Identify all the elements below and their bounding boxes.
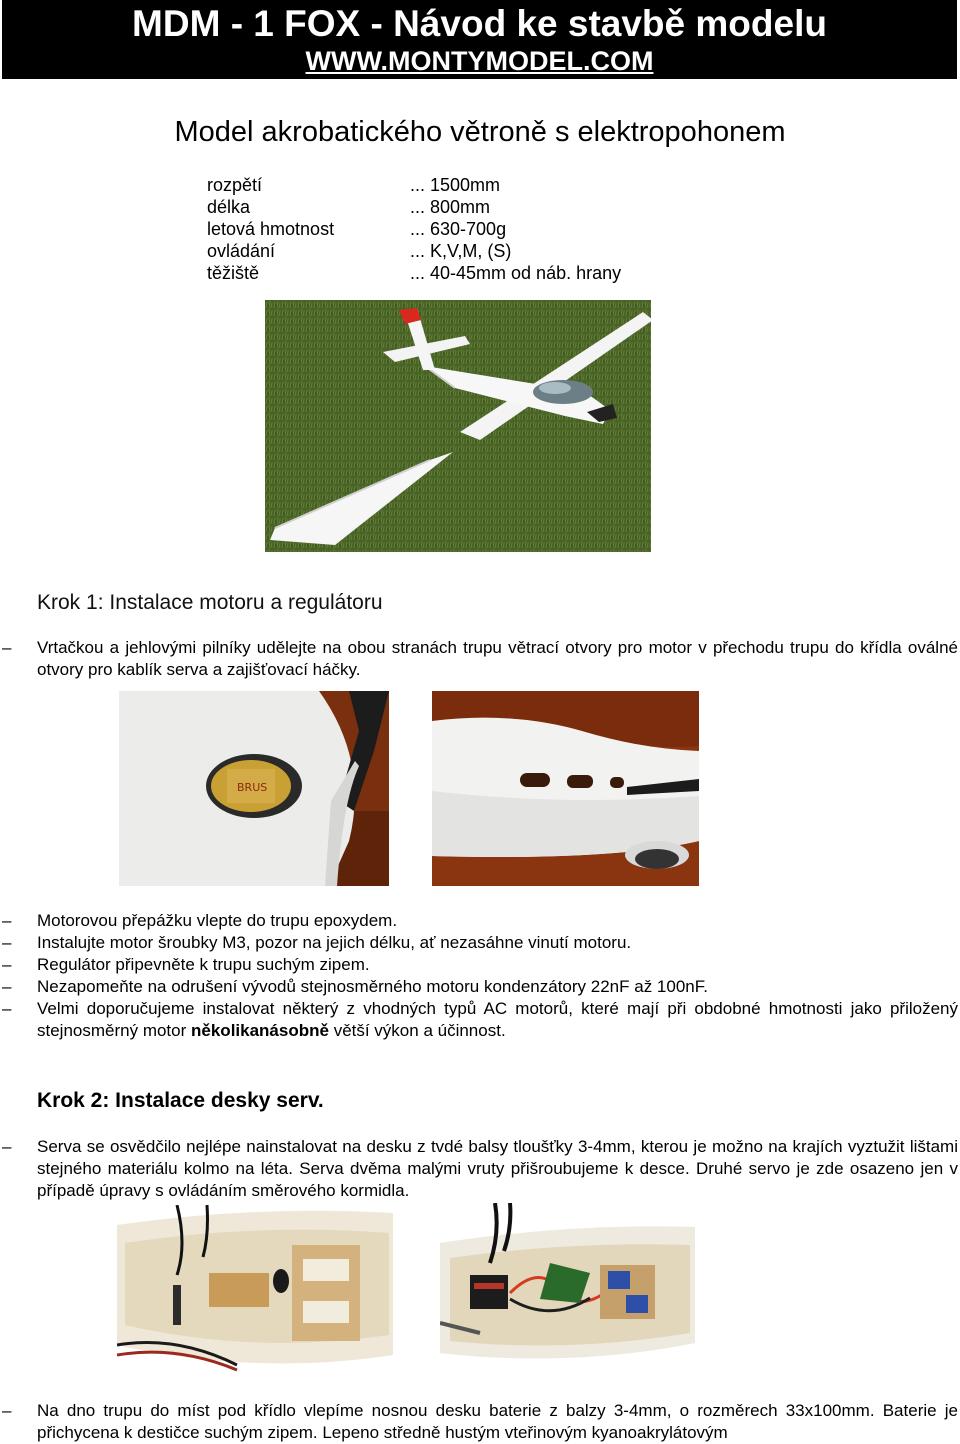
spec-row bbox=[207, 196, 621, 218]
step1-item bbox=[0, 954, 958, 976]
step2-intro-item bbox=[0, 1136, 958, 1202]
recommend-text-before: Velmi doporučujeme instalovat některý z vhodných typů AC motorů, které mají při obdobné hmotnosti jako přiložený stejnosměrný motor bbox=[37, 999, 958, 1040]
spec-value: ... K,V,M, (S) bbox=[410, 241, 512, 261]
step1-item-text: Instalujte motor šroubky M3, pozor na jejich délku, ať nezasáhne vinutí motoru. bbox=[37, 933, 632, 952]
step1-item bbox=[0, 910, 958, 932]
step2-battery-text: Na dno trupu do míst pod křídlo vlepíme nosnou desku baterie z balzy 3-4mm, o rozměrech 33x100mm. Baterie je přichycena k destičce suchým zipem. Lepeno středně hustým vteřinovým kyanoakrylátovým bbox=[37, 1401, 958, 1442]
spec-label: rozpětí bbox=[207, 175, 263, 195]
bullet-dash: – bbox=[2, 977, 12, 996]
step1-heading: Krok 1: Instalace motoru a regulátoru bbox=[37, 591, 383, 614]
step1-item-text: Nezapomeňte na odrušení vývodů stejnosměrného motoru kondenzátory 22nF až 100nF. bbox=[37, 977, 708, 996]
spec-label: ovládání bbox=[207, 241, 276, 261]
bullet-dash: – bbox=[2, 1137, 12, 1156]
model-subtitle: Model akrobatického větroně s elektropohonem bbox=[174, 116, 786, 148]
recommend-text-after: větší výkon a účinnost. bbox=[333, 1021, 506, 1040]
glider-photo bbox=[265, 300, 651, 552]
bullet-dash: – bbox=[2, 933, 12, 952]
spec-value: ... 1500mm bbox=[410, 175, 501, 195]
step1-item-text: Regulátor připevněte k trupu suchým zipem. bbox=[37, 955, 370, 974]
step1-intro-text: Vrtačkou a jehlovými pilníky udělejte na obou stranách trupu větrací otvory pro motor v přechodu trupu do křídla oválné otvory pro kablík serva a zajišťovací háčky. bbox=[37, 638, 958, 679]
document-header bbox=[2, 0, 957, 79]
step2-intro-text: Serva se osvědčilo nejlépe nainstalovat na desku z tvdé balsy tloušťky 3-4mm, kterou je možno na krajích vyztužit lištami stejného materiálu kolmo na léta. Serva dvěma malými vruty přišroubujeme k desce. Druhé servo je zde osazeno jen v případě úpravy s ovládáním směrového kormidla. bbox=[37, 1137, 958, 1200]
bullet-dash: – bbox=[2, 638, 12, 657]
recommend-text-bold: několikanásobně bbox=[191, 1021, 329, 1040]
bullet-dash: – bbox=[2, 1401, 12, 1420]
step1-recommend-item bbox=[0, 998, 958, 1042]
spec-value: ... 800mm bbox=[410, 197, 491, 217]
vent-holes-photo bbox=[432, 691, 699, 886]
step2-battery-item bbox=[0, 1400, 958, 1444]
spec-label: letová hmotnost bbox=[207, 219, 335, 239]
bullet-dash: – bbox=[2, 999, 12, 1018]
spec-label: délka bbox=[207, 197, 251, 217]
bullet-dash: – bbox=[2, 955, 12, 974]
step1-item bbox=[0, 976, 958, 998]
spec-row bbox=[207, 174, 621, 196]
spec-row bbox=[207, 218, 621, 240]
document-title: MDM - 1 FOX - Návod ke stavbě modelu bbox=[132, 3, 827, 44]
motor-label: BRUS bbox=[237, 781, 268, 794]
step1-item bbox=[0, 932, 958, 954]
step1-intro-item bbox=[0, 637, 958, 681]
step1-item-text: Motorovou přepážku vlepte do trupu epoxydem. bbox=[37, 911, 398, 930]
spec-value: ... 40-45mm od náb. hrany bbox=[410, 263, 622, 283]
website-link[interactable]: WWW.MONTYMODEL.COM bbox=[305, 46, 654, 76]
servo-board-photo bbox=[117, 1205, 393, 1376]
step1-recommend-text bbox=[37, 998, 958, 1042]
spec-row bbox=[207, 262, 621, 284]
servos-installed-photo bbox=[440, 1203, 695, 1374]
spec-row bbox=[207, 240, 621, 262]
bullet-dash: – bbox=[2, 911, 12, 930]
specs-table bbox=[207, 174, 621, 284]
step2-heading: Krok 2: Instalace desky serv. bbox=[37, 1089, 324, 1112]
motor-photo bbox=[119, 691, 389, 886]
spec-label: těžiště bbox=[207, 263, 260, 283]
spec-value: ... 630-700g bbox=[410, 219, 507, 239]
